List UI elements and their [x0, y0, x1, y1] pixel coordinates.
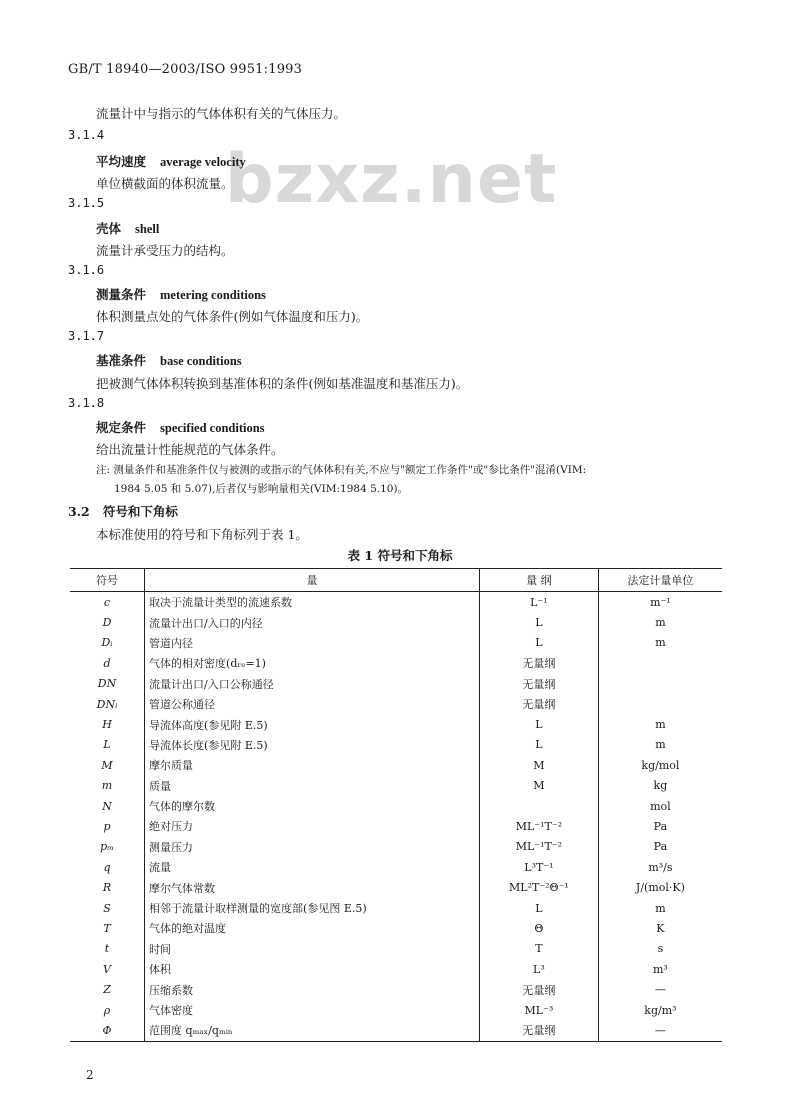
cell-dimension: L³T⁻¹ — [480, 857, 599, 877]
cell-dimension: L³ — [480, 959, 599, 979]
cell-symbol: T — [103, 921, 111, 935]
cell-quantity: 摩尔气体常数 — [145, 877, 480, 897]
cell-symbol: Φ — [102, 1023, 112, 1037]
cell-unit: m³ — [598, 959, 722, 979]
table-caption: 表 1 符号和下角标 — [347, 548, 453, 563]
term-en: average velocity — [160, 155, 246, 169]
document-header: GB/T 18940—2003/ISO 9951:1993 — [68, 62, 303, 77]
cell-quantity: 管道公称通径 — [145, 694, 480, 714]
table-row — [70, 898, 722, 918]
cell-symbol: d — [103, 656, 111, 670]
cell-quantity: 管道内径 — [145, 633, 480, 653]
cell-dimension: M — [480, 776, 599, 796]
table-row — [70, 979, 722, 999]
term-number: 3.1.5 — [68, 196, 105, 210]
cell-unit: m — [598, 633, 722, 653]
cell-symbol: H — [102, 718, 112, 732]
cell-quantity: 绝对压力 — [145, 816, 480, 836]
cell-symbol: R — [102, 881, 112, 895]
term-en: shell — [135, 222, 160, 236]
cell-dimension: 无量纲 — [480, 674, 599, 694]
cell-unit: — — [598, 979, 722, 999]
cell-dimension: L — [480, 898, 599, 918]
cell-dimension — [480, 796, 599, 816]
table-row — [70, 837, 722, 857]
term-heading — [96, 152, 246, 170]
term-number: 3.1.4 — [68, 128, 105, 142]
cell-unit: m⁻¹ — [598, 592, 722, 613]
cell-dimension: 无量纲 — [480, 694, 599, 714]
cell-symbol: DN — [97, 677, 117, 691]
cell-symbol: D — [102, 616, 112, 630]
cell-symbol: p — [103, 819, 111, 833]
term-zh: 平均速度 — [96, 154, 147, 169]
cell-quantity: 气体的相对密度(dᵣₑ=1) — [145, 653, 480, 673]
table-row — [70, 939, 722, 959]
cell-unit: Pa — [598, 837, 722, 857]
cell-symbol: V — [103, 962, 111, 976]
table-row — [70, 735, 722, 755]
cell-quantity: 取决于流量计类型的流速系数 — [145, 592, 480, 613]
cell-unit: J/(mol·K) — [598, 877, 722, 897]
table-row — [70, 633, 722, 653]
table-row — [70, 694, 722, 714]
cell-unit: K — [598, 918, 722, 938]
cell-symbol: N — [102, 799, 112, 813]
cell-unit: m — [598, 612, 722, 632]
watermark: bzxz.net — [225, 140, 558, 219]
term-heading — [96, 351, 242, 369]
cell-dimension: L — [480, 612, 599, 632]
cell-dimension: ML⁻³ — [480, 1000, 599, 1020]
table-row — [70, 1020, 722, 1041]
cell-symbol: Dᵢ — [101, 636, 113, 650]
table-row — [70, 674, 722, 694]
table-row — [70, 755, 722, 775]
header-unit: 法定计量单位 — [598, 569, 722, 592]
table-row — [70, 877, 722, 897]
cell-unit: m³/s — [598, 857, 722, 877]
term-number: 3.1.6 — [68, 263, 105, 277]
header-dimension: 量 纲 — [480, 569, 599, 592]
cell-quantity: 导流体长度(参见附 E.5) — [145, 735, 480, 755]
cell-unit — [598, 653, 722, 673]
cell-unit: mol — [598, 796, 722, 816]
cell-quantity: 时间 — [145, 939, 480, 959]
cell-dimension: ML⁻¹T⁻² — [480, 837, 599, 857]
term-zh: 规定条件 — [96, 420, 147, 435]
cell-dimension: L — [480, 714, 599, 734]
table-row — [70, 959, 722, 979]
term-heading — [96, 418, 265, 436]
cell-symbol: Z — [103, 983, 111, 997]
cell-symbol: t — [104, 942, 110, 956]
cell-unit — [598, 674, 722, 694]
cell-quantity: 气体的绝对温度 — [145, 918, 480, 938]
cell-quantity: 气体的摩尔数 — [145, 796, 480, 816]
cell-dimension: 无量纲 — [480, 1020, 599, 1041]
cell-unit — [598, 694, 722, 714]
cell-dimension: ML²T⁻²Θ⁻¹ — [480, 877, 599, 897]
cell-unit: Pa — [598, 816, 722, 836]
note-line: 1984 5.05 和 5.07),后者仅与影响量相关(VIM:1984 5.10)。 — [114, 483, 409, 495]
cell-unit: m — [598, 714, 722, 734]
table-row — [70, 857, 722, 877]
term-zh: 测量条件 — [96, 287, 147, 302]
cell-symbol: L — [103, 738, 111, 752]
cell-unit: m — [598, 735, 722, 755]
cell-dimension: 无量纲 — [480, 979, 599, 999]
term-heading — [96, 285, 266, 303]
cell-unit: kg/m³ — [598, 1000, 722, 1020]
cell-dimension: M — [480, 755, 599, 775]
term-heading — [96, 219, 159, 237]
table-row — [70, 796, 722, 816]
cell-dimension: 无量纲 — [480, 653, 599, 673]
cell-unit: m — [598, 898, 722, 918]
section-title: 符号和下角标 — [102, 504, 178, 519]
cell-quantity: 体积 — [145, 959, 480, 979]
cell-unit: s — [598, 939, 722, 959]
section-heading — [68, 502, 178, 520]
cell-dimension: L — [480, 633, 599, 653]
cell-symbol: M — [101, 758, 113, 772]
cell-symbol: DNᵢ — [96, 697, 118, 711]
cell-unit: — — [598, 1020, 722, 1041]
table-header-row — [70, 569, 722, 592]
term-en: metering conditions — [160, 288, 266, 302]
cell-dimension: L — [480, 735, 599, 755]
page-number: 2 — [86, 1068, 94, 1082]
cell-quantity: 气体密度 — [145, 1000, 480, 1020]
cell-quantity: 流量计出口/入口的内径 — [145, 612, 480, 632]
section-number: 3.2 — [68, 504, 90, 519]
cell-quantity: 摩尔质量 — [145, 755, 480, 775]
table-row — [70, 816, 722, 836]
header-symbol: 符号 — [70, 569, 145, 592]
cell-quantity: 流量计出口/入口公称通径 — [145, 674, 480, 694]
cell-quantity: 流量 — [145, 857, 480, 877]
table-row — [70, 714, 722, 734]
term-zh: 基准条件 — [96, 353, 147, 368]
table-row — [70, 1000, 722, 1020]
cell-quantity: 导流体高度(参见附 E.5) — [145, 714, 480, 734]
cell-dimension: L⁻¹ — [480, 592, 599, 613]
table-row — [70, 653, 722, 673]
table-row — [70, 776, 722, 796]
section-text: 本标准使用的符号和下角标列于表 1。 — [96, 527, 308, 542]
term-en: specified conditions — [160, 421, 265, 435]
term-number: 3.1.7 — [68, 329, 105, 343]
cell-quantity: 压缩系数 — [145, 979, 480, 999]
cell-quantity: 范围度 qₘₐₓ/qₘᵢₙ — [145, 1020, 480, 1041]
cell-dimension: ML⁻¹T⁻² — [480, 816, 599, 836]
note-line: 注: 测量条件和基准条件仅与被测的或指示的气体体积有关,不应与"额定工作条件"或"参比条件"混淆(VIM: — [96, 464, 587, 476]
cell-symbol: q — [103, 860, 111, 874]
symbols-table — [70, 568, 722, 1042]
term-en: base conditions — [160, 354, 242, 368]
cell-quantity: 质量 — [145, 776, 480, 796]
term-definition: 流量计承受压力的结构。 — [96, 243, 234, 258]
term-number: 3.1.8 — [68, 396, 105, 410]
cell-symbol: S — [103, 901, 111, 915]
cell-quantity: 测量压力 — [145, 837, 480, 857]
term-zh: 壳体 — [96, 221, 122, 236]
table-row — [70, 592, 722, 613]
cell-quantity: 相邻于流量计取样测量的宽度部(参见图 E.5) — [145, 898, 480, 918]
intro-line: 流量计中与指示的气体体积有关的气体压力。 — [96, 106, 347, 121]
cell-dimension: T — [480, 939, 599, 959]
table-row — [70, 612, 722, 632]
cell-symbol: c — [103, 595, 111, 609]
term-definition: 体积测量点处的气体条件(例如气体温度和压力)。 — [96, 309, 369, 324]
term-definition: 单位横截面的体积流量。 — [96, 176, 234, 191]
table-row — [70, 918, 722, 938]
cell-unit: kg/mol — [598, 755, 722, 775]
header-quantity: 量 — [145, 569, 480, 592]
term-definition: 把被测气体体积转换到基准体积的条件(例如基准温度和基准压力)。 — [96, 376, 469, 391]
term-definition: 给出流量计性能规范的气体条件。 — [96, 442, 284, 457]
cell-dimension: Θ — [480, 918, 599, 938]
cell-symbol: pₘ — [100, 840, 114, 854]
cell-symbol: m — [101, 779, 113, 793]
cell-unit: kg — [598, 776, 722, 796]
cell-symbol: ρ — [103, 1003, 111, 1017]
